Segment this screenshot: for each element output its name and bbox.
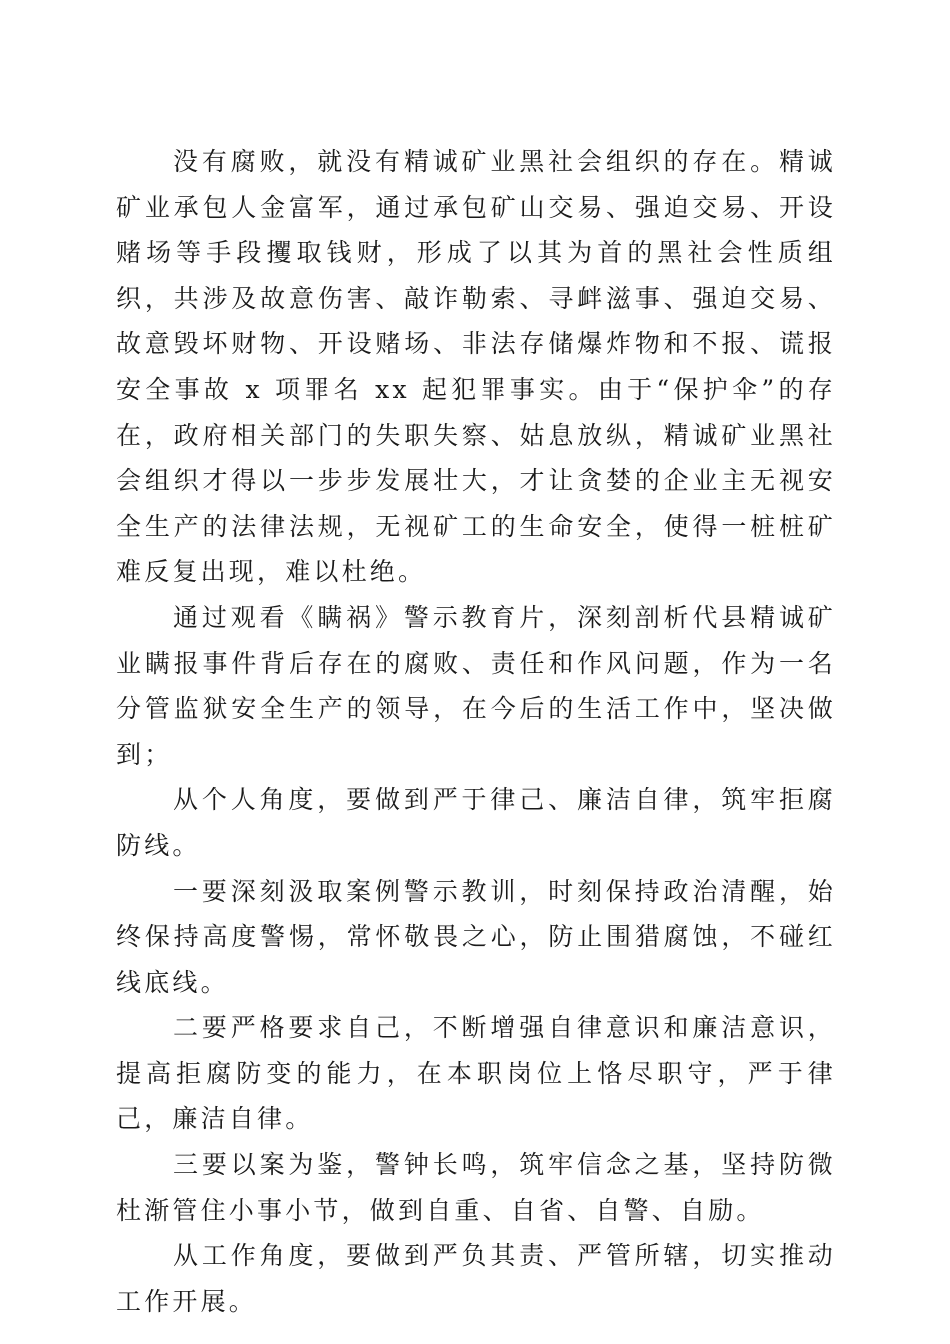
paragraph-1: 没有腐败，就没有精诚矿业黑社会组织的存在。精诚矿业承包人金富军，通过承包矿山交易、强迫交易、开设赌场等手段攫取钱财，形成了以其为首的黑社会性质组织，共涉及故意伤害、敲诈勒索、寻衅滋事、强迫交易、故意毁坏财物、开设赌场、非法存储爆炸物和不报、谎报安全事故 x 项罪名 xx 起犯罪事实。由于“保护伞”的存在，政府相关部门的失职失察、姑息放纵，精诚矿业黑社会组织才得以一步步发展壮大，才让贪婪的企业主无视安全生产的法律法规，无视矿工的生命安全，使得一桩桩矿难反复出现，难以杜绝。	[116, 147, 836, 587]
paragraph-5: 二要严格要求自己，不断增强自律意识和廉洁意识，提高拒腐防变的能力，在本职岗位上恪尽职守，严于律己，廉洁自律。	[116, 1013, 836, 1134]
document-body	[116, 139, 836, 1324]
paragraph-7: 从工作角度，要做到严负其责、严管所辖，切实推动工作开展。	[116, 1241, 836, 1316]
paragraph-6: 三要以案为鉴，警钟长鸣，筑牢信念之基，坚持防微杜渐管住小事小节，做到自重、自省、自警、自励。	[116, 1150, 836, 1225]
paragraph-3: 从个人角度，要做到严于律己、廉洁自律，筑牢拒腐防线。	[116, 785, 836, 860]
paragraph-4: 一要深刻汲取案例警示教训，时刻保持政治清醒，始终保持高度警惕，常怀敬畏之心，防止围猎腐蚀，不碰红线底线。	[116, 876, 836, 997]
paragraph-2: 通过观看《瞒祸》警示教育片，深刻剖析代县精诚矿业瞒报事件背后存在的腐败、责任和作风问题，作为一名分管监狱安全生产的领导，在今后的生活工作中，坚决做到；	[116, 602, 836, 769]
